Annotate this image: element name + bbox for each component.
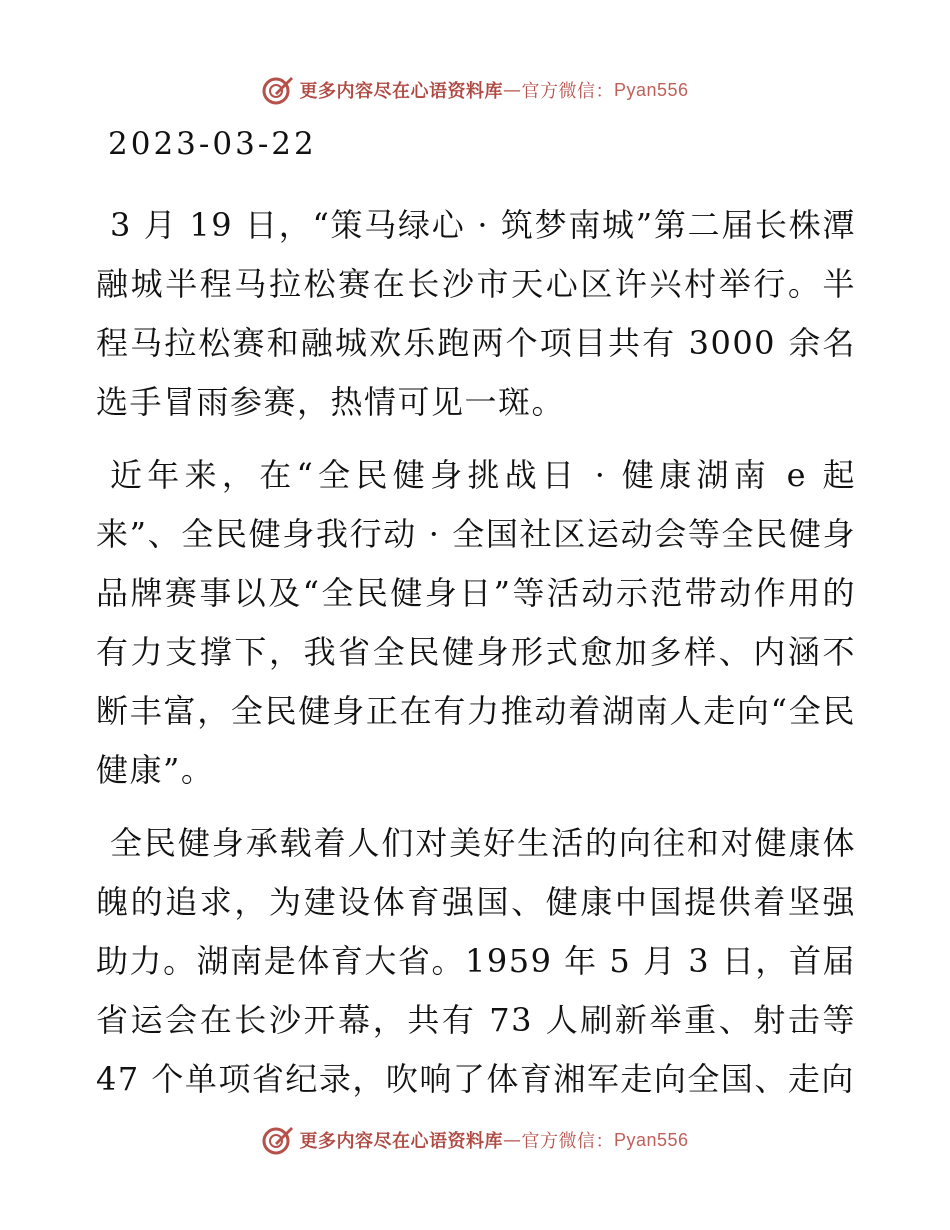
pen-logo-icon: [261, 73, 295, 107]
watermark-sub-text: 官方微信：: [521, 81, 614, 102]
watermark-dash: —: [502, 79, 522, 101]
watermark-dash: —: [502, 1129, 522, 1151]
watermark-main-text: 更多内容尽在心语资料库: [299, 81, 503, 102]
pen-logo-icon: [261, 1123, 295, 1157]
watermark-footer: [0, 1120, 950, 1160]
paragraph-1: 3 月 19 日，“策马绿心 · 筑梦南城”第二届长株潭融城半程马拉松赛在长沙市天心区许兴村举行。半程马拉松赛和融城欢乐跑两个项目共有 3000 余名选手冒雨参赛，热情可见一斑。: [96, 206, 856, 421]
watermark-wechat-id: Pyan556: [613, 1129, 689, 1150]
watermark-sub-text: 官方微信：: [521, 1131, 614, 1152]
watermark-wechat-id: Pyan556: [613, 79, 689, 100]
paragraph-2: 近年来，在“全民健身挑战日 · 健康湖南 e 起来”、全民健身我行动 · 全国社区运动会等全民健身品牌赛事以及“全民健身日”等活动示范带动作用的有力支撑下，我省全民健身形式愈加多样、内涵不断丰富，全民健身正在有力推动着湖南人走向“全民健康”。: [96, 456, 856, 789]
article-body: [96, 196, 856, 1123]
paragraph-3: 全民健身承载着人们对美好生活的向往和对健康体魄的追求，为建设体育强国、健康中国提供着坚强助力。湖南是体育大省。1959 年 5 月 3 日，首届省运会在长沙开幕，共有 73 人刷新举重、射击等 47 个单项省纪录，吹响了体育湘军走向全国、走向: [96, 824, 856, 1098]
document-date: 2023-03-22: [108, 126, 317, 162]
watermark-header: [0, 70, 950, 110]
watermark-main-text: 更多内容尽在心语资料库: [299, 1131, 503, 1152]
